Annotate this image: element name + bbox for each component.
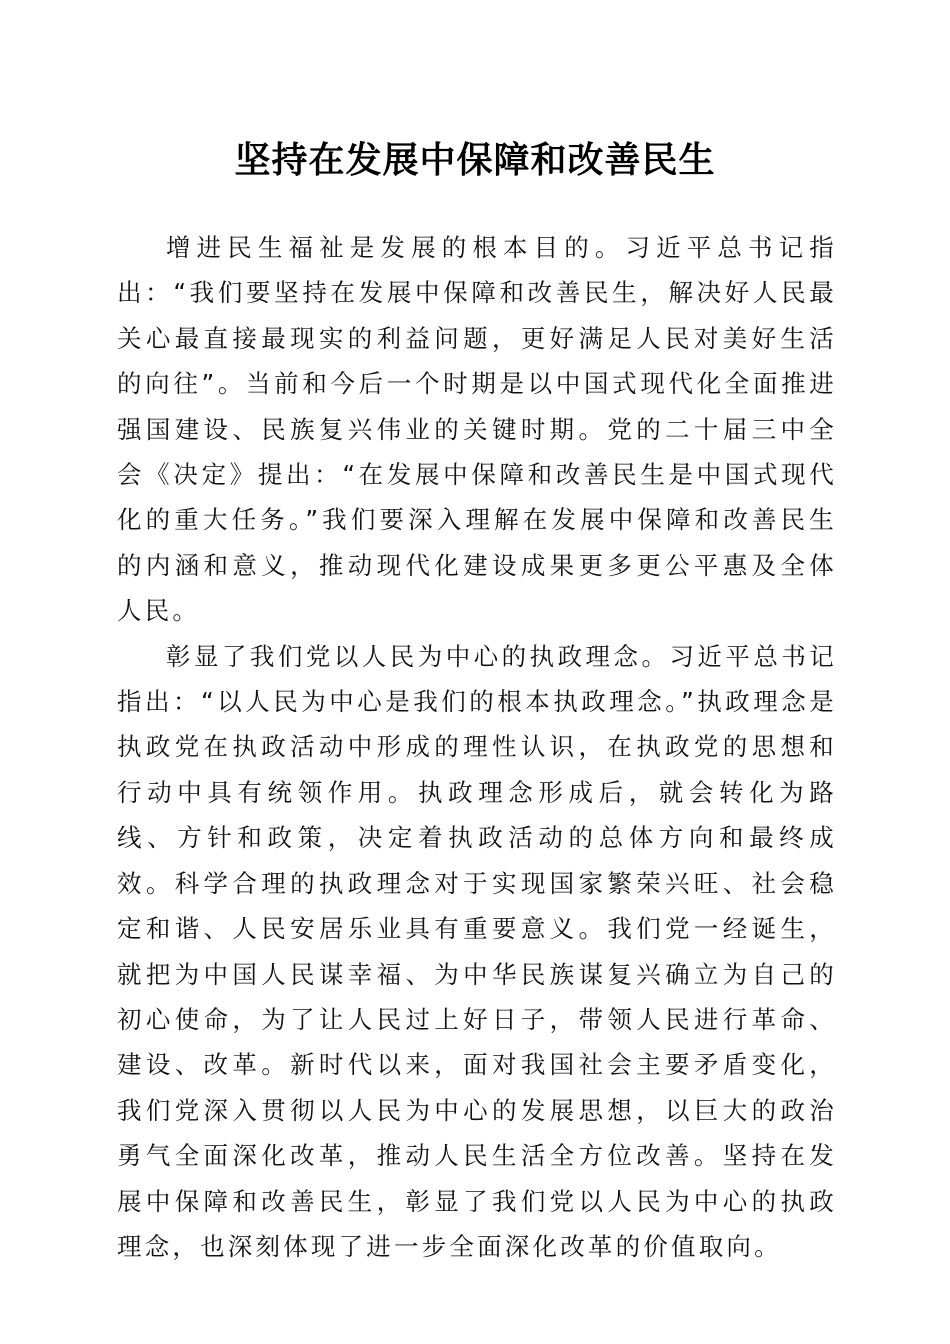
document-body [117,225,837,1269]
document-title: 坚持在发展中保障和改善民生 [234,139,716,181]
paragraph-2: 彰显了我们党以人民为中心的执政理念。习近平总书记指出：“以人民为中心是我们的根本执政理念。”执政理念是执政党在执政活动中形成的理性认识，在执政党的思想和行动中具有统领作用。执政理念形成后，就会转化为路线、方针和政策，决定着执政活动的总体方向和最终成效。科学合理的执政理念对于实现国家繁荣兴旺、社会稳定和谐、人民安居乐业具有重要意义。我们党一经诞生，就把为中国人民谋幸福、为中华民族谋复兴确立为自己的初心使命，为了让人民过上好日子，带领人民进行革命、建设、改革。新时代以来，面对我国社会主要矛盾变化，我们党深入贯彻以人民为中心的发展思想，以巨大的政治勇气全面深化改革，推动人民生活全方位改善。坚持在发展中保障和改善民生，彰显了我们党以人民为中心的执政理念，也深刻体现了进一步全面深化改革的价值取向。 [117,641,837,1261]
paragraph-1: 增进民生福祉是发展的根本目的。习近平总书记指出：“我们要坚持在发展中保障和改善民生，解决好人民最关心最直接最现实的利益问题，更好满足人民对美好生活的向往”。当前和今后一个时期是以中国式现代化全面推进强国建设、民族复兴伟业的关键时期。党的二十届三中全会《决定》提出：“在发展中保障和改善民生是中国式现代化的重大任务。”我们要深入理解在发展中保障和改善民生的内涵和意义，推动现代化建设成果更多更公平惠及全体人民。 [117,233,837,626]
